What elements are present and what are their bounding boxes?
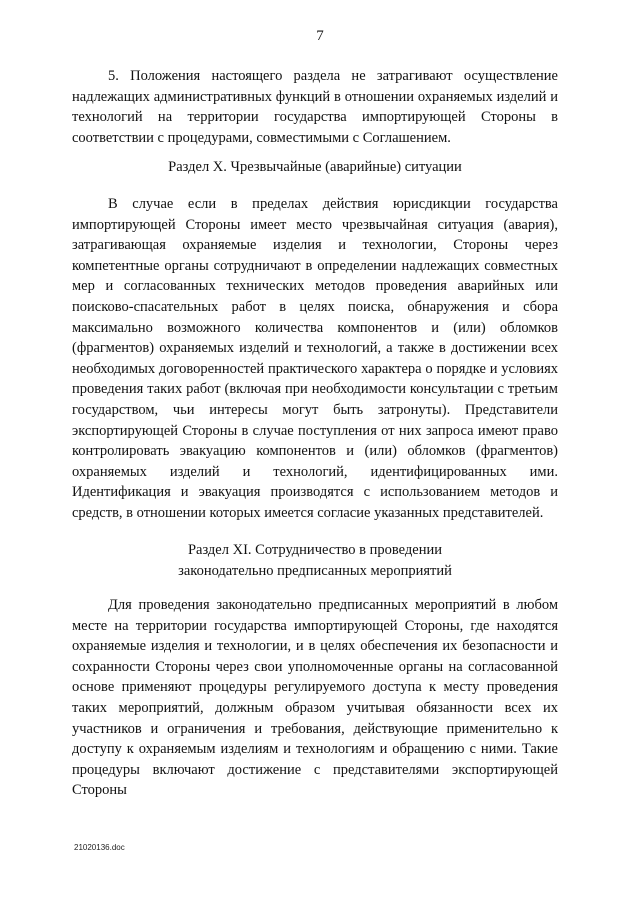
paragraph-section-ix-item-5: 5. Положения настоящего раздела не затрагивают осуществление надлежащих административных функций в отношении охраняемых изделий и технологий на территории государства импортирующей Стороны в соответствии с процедурами, совместимыми с Соглашением. bbox=[72, 68, 558, 146]
section-xi-heading-line-2: законодательно предписанных мероприятий bbox=[178, 563, 452, 579]
section-x-heading: Раздел X. Чрезвычайные (аварийные) ситуации bbox=[168, 159, 462, 175]
page-number: 7 bbox=[316, 28, 324, 44]
paragraph-emergency-situations: В случае если в пределах действия юрисдикции государства импортирующей Стороны имеет место чрезвычайная ситуация (авария), затрагивающая охраняемые изделия и технологии, Стороны через компетентные органы сотрудничают в определении надлежащих совместных мер и согласованных технических методов проведения аварийных или поисково-спасательных работ в целях поиска, обнаружения и сбора максимально возможного количества компонентов и (или) обломков (фрагментов) охраняемых изделий и технологий, а также в достижении всех необходимых договоренностей практического характера о порядке и условиях проведения таких работ (включая при необходимости консультации с третьим государством, чьи интересы могут быть затронуты). Представители экспортирующей Стороны в случае поступления от них запроса имеют право контролировать эвакуацию компонентов и (или) обломков (фрагментов) охраняемых изделий и технологий, идентифицированных ими. Идентификация и эвакуация производятся с использованием методов и средств, в отношении которых имеется согласие указанных представителей. bbox=[72, 196, 558, 521]
section-xi-heading bbox=[72, 540, 558, 582]
paragraph-regulated-access: Для проведения законодательно предписанных мероприятий в любом месте на территории государства импортирующей Стороны, где находятся охраняемые изделия и технологии, и в целях обеспечения их безопасности и сохранности Стороны через свои уполномоченные органы на согласованной основе применяют процедуры регулируемого доступа к месту проведения таких мероприятий, должным образом учитывая обязанности всех их участников и ограничения и требования, действующие применительно к доступу к охраняемым изделиям и технологиям и обращению с ними. Такие процедуры включают достижение с представителями экспортирующей Стороны bbox=[72, 597, 558, 799]
section-xi-heading-line-1: Раздел XI. Сотрудничество в проведении bbox=[187, 542, 443, 558]
document-filename: 21020136.doc bbox=[74, 843, 125, 852]
